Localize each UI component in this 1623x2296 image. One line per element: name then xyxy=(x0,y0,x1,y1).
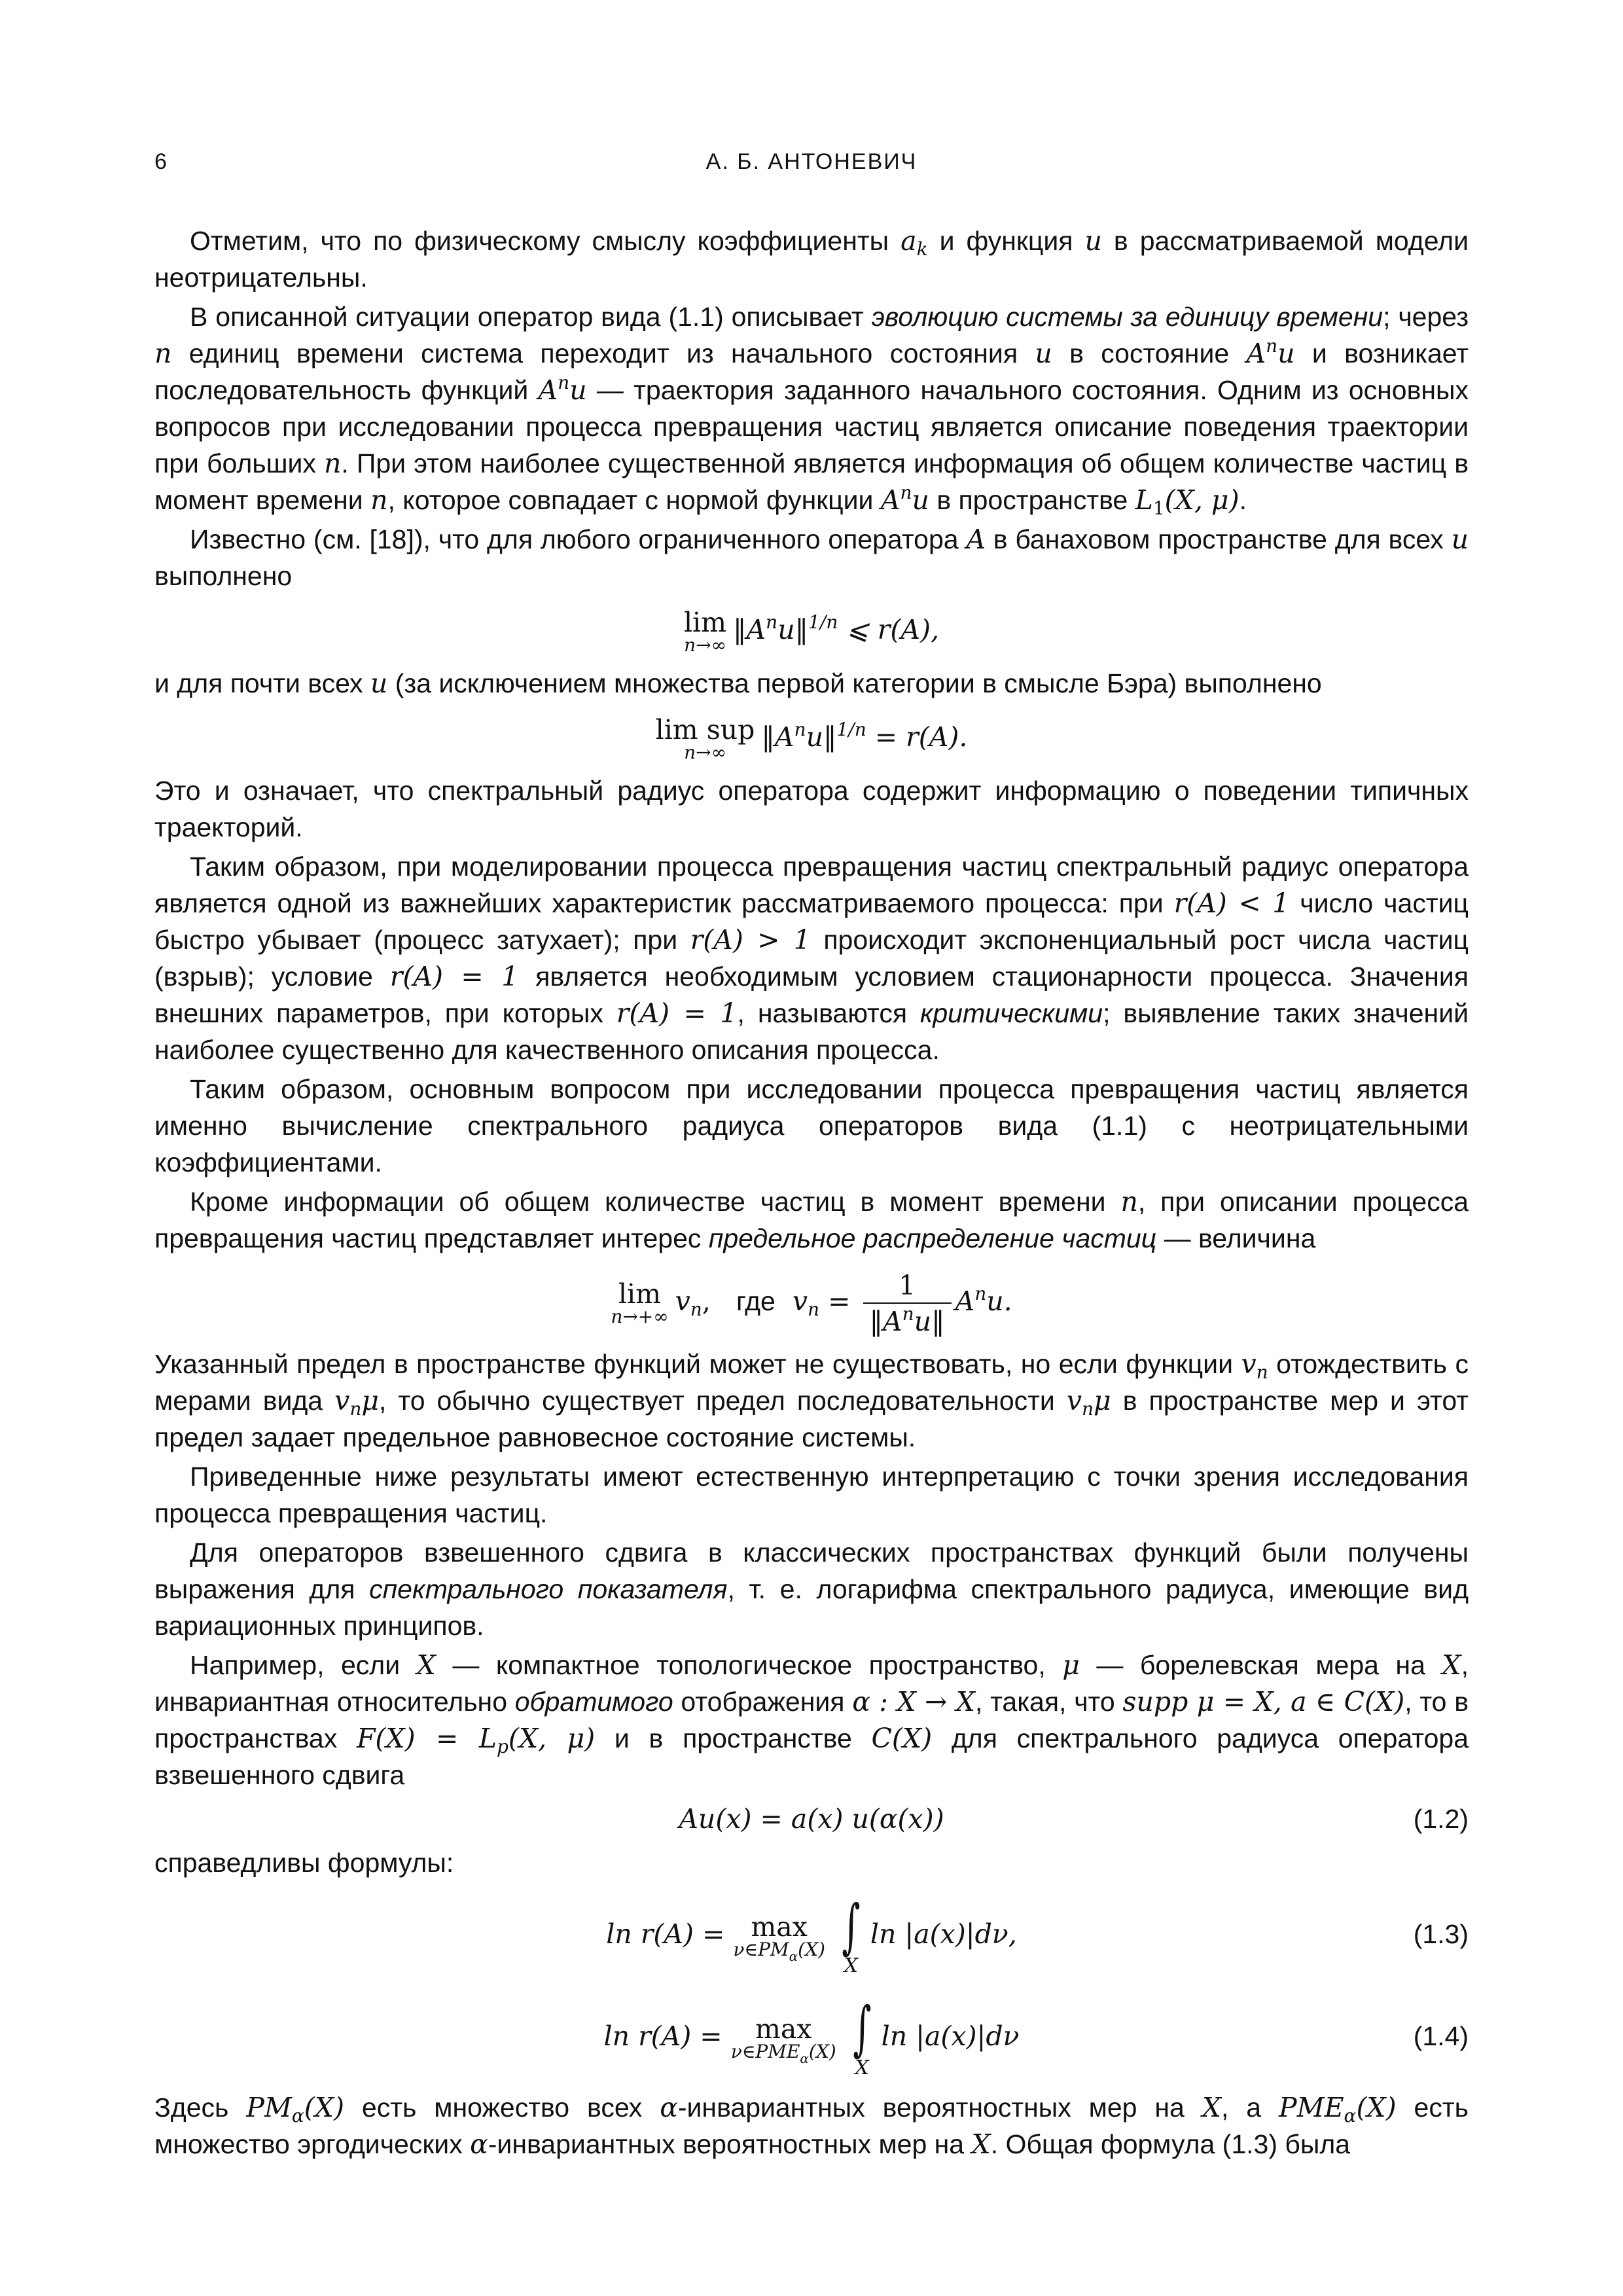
body-text xyxy=(154,223,1469,2165)
page-header xyxy=(154,149,1469,188)
emphasis-spectral-exponent: спектрального показателя xyxy=(369,1574,728,1604)
equation-number-1-2: (1.2) xyxy=(1413,1804,1469,1834)
paragraph-10: Приведенные ниже результаты имеют естественную интерпретацию с точки зрения исследования процесса превращения частиц. xyxy=(154,1462,1469,1528)
emphasis-critical: критическими xyxy=(920,998,1103,1028)
paragraph-7: Таким образом, основным вопросом при исследовании процесса превращения частиц является именно вычисление спектрального радиуса операторов вида (1.1) с неотрицательными коэффициентами. xyxy=(154,1074,1469,1177)
paragraph-11: Для операторов взвешенного сдвига в классических пространствах функций были получены выражения для спектрального показателя, т. е. логарифма спектрального радиуса, имеющие вид вариационных принципов. xyxy=(154,1537,1469,1641)
paragraph-5: Это и означает, что спектральный радиус оператора содержит информацию о поведении типичных траекторий. xyxy=(154,776,1469,842)
equation-number-1-4: (1.4) xyxy=(1413,2021,1469,2051)
running-head: А. Б. АНТОНЕВИЧ xyxy=(705,149,918,174)
paragraph-12: Например, если X — компактное топологическое пространство, μ — борелевская мера на X, инвариантная относительно обратимого отображения α : X → X, такая, что supp μ = X, a ∈ C(X), то в пространствах $F(X) = L_p(X$, μ) и в пространстве C(X) для спектрального радиуса оператора взвешенного сдвига xyxy=(154,1649,1469,1790)
emphasis-invertible: обратимого xyxy=(514,1687,673,1717)
paragraph-1: Отметим, что по физическому смыслу коэффициенты $a_k$ и функция u в рассматриваемой модели неотрицательны. xyxy=(154,225,1469,293)
equation-limsup-norm: lim sup n→∞ $‖A^nu‖^{1/n} = r(A)$. xyxy=(655,713,968,763)
paragraph-8: Кроме информации об общем количестве частиц в момент времени n, при описании процесса превращения частиц представляет интерес предельное распределение частиц — величина xyxy=(154,1186,1469,1253)
equation-1-3: ln r(A) = max $\nu\in PM_\alpha(X)$ ∫ X ln |a(x)|dν, (1.3) xyxy=(154,1885,1469,1983)
paragraph-3: Известно (см. [18]), что для любого ограниченного оператора A в банаховом пространстве для всех u выполнено xyxy=(154,524,1469,591)
emphasis-evolution: эволюцию системы за единицу времени xyxy=(871,302,1383,332)
equation-number-1-3: (1.3) xyxy=(1413,1919,1469,1949)
paragraph-9: Указанный предел в пространстве функций может не существовать, но если функции $v_n$ отождествить с мерами вида $v_n\mu$, то обычно существует предел последовательности $v_n\mu$ в пространстве мер и этот предел задает предельное равновесное состояние системы. xyxy=(154,1348,1469,1452)
equation-limit-distribution: lim n→+∞ $v_n$, где $v_n$ = $\frac{1}{‖A^nu‖}$ $A^nu$. xyxy=(611,1269,1012,1337)
paragraph-13: справедливы формулы: xyxy=(154,1848,454,1878)
equation-1-2: Au(x) = a(x) u(α(x)) (1.2) xyxy=(154,1797,1469,1840)
equation-lim-norm: lim n→∞ $‖A^nu‖^{1/n}$ ⩽ r(A), xyxy=(683,606,940,656)
paragraph-4: и для почти всех u (за исключением множества первой категории в смысле Бэра) выполнено xyxy=(154,668,1322,699)
paragraph-6: Таким образом, при моделировании процесса превращения частиц спектральный радиус оператора является одной из важнейших характеристик рассматриваемого процесса: при r(A) < 1 число частиц быстро убывает (процесс затухает); при r(A) > 1 происходит экспоненциальный рост числа частиц (взрыв); условие r(A) = 1 является необходимым условием стационарности процесса. Значения внешних параметров, при которых r(A) = 1, называются критическими; выявление таких значений наиболее существенно для качественного описания процесса. xyxy=(154,852,1469,1065)
paragraph-14: Здесь $PM_\alpha(X)$ есть множество всех α-инвариантных вероятностных мер на X, а $PME_\alpha(X)$ есть множество эргодических α-инвариантных вероятностных мер на X. Общая формула (1.3) была xyxy=(154,2092,1469,2160)
page-number: 6 xyxy=(154,149,167,174)
equation-1-4: ln r(A) = max $\nu\in PME_\alpha(X)$ ∫ X ln |a(x)|dν (1.4) xyxy=(154,1987,1469,2085)
emphasis-limit-distribution: предельное распределение частиц xyxy=(708,1223,1157,1253)
paragraph-2: В описанной ситуации оператор вида (1.1) описывает эволюцию системы за единицу времени; через n единиц времени система переходит из начального состояния u в состояние $A^nu$ и возникает последовательность функций $A^nu$ — траектория заданного начального состояния. Одним из основных вопросов при исследовании процесса превращения частиц является описание поведения траектории при больших n. При этом наиболее существенной является информация об общем количестве частиц в момент времени n, которое совпадает с нормой функции $A^nu$ в пространстве $L_1(X$, μ). xyxy=(154,302,1469,519)
